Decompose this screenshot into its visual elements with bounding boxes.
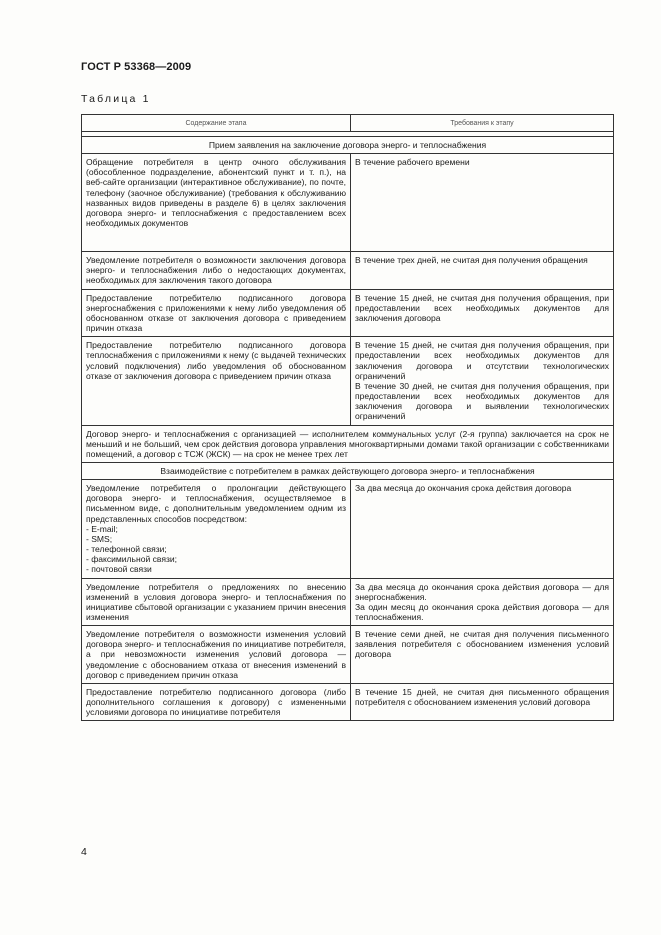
document-title: ГОСТ Р 53368—2009 (81, 61, 192, 73)
stage-cell: Предоставление потребителю подписанного договора теплоснабжения с приложениями к нему (с выдачей технических условий подключения) либо уведомления об обоснованном отказе от заключения договора с приведением причин отказа (82, 337, 351, 425)
table-row (82, 578, 614, 626)
section-heading-application: Прием заявления на заключение договора энерго- и теплоснабжения (82, 137, 614, 154)
section-row (82, 137, 614, 154)
list-item: - SMS; (86, 533, 113, 544)
table-header-row (82, 115, 614, 132)
stage-cell: Предоставление потребителю подписанного договора (либо дополнительного соглашения к договору) с измененными условиями договора по инициативе потребителя (82, 683, 351, 720)
stage-cell: Обращение потребителя в центр очного обслуживания (обособленное подразделение, абонентский пункт и т. п.), на веб-сайте организации (интерактивное обслуживание), по почте, телефону (заочное обслуживание) (требования к обслуживанию названных видов приведены в разделе 6) в целях заключения договора энерго- и теплоснабжения с предоставлением всех необходимых документов (82, 154, 351, 252)
section-heading-interaction: Взаимодействие с потребителем в рамках действующего договора энерго- и теплоснабжения (82, 462, 614, 479)
list-item: - факсимильной связи; (86, 554, 178, 565)
list-item: - почтовой связи (86, 564, 152, 575)
requirement-cell (351, 337, 614, 425)
table-caption: Таблица 1 (81, 93, 151, 105)
requirement-cell: В течение 15 дней, не считая дня письменного обращения потребителя с обоснованием изменения условий договора (351, 683, 614, 720)
requirement-text: В течение 15 дней, не считая дня получения обращения, при предоставлении всех необходимых документов для заключения договора и отсутствии технологических ограничений (355, 340, 609, 381)
requirement-cell: В течение трех дней, не считая дня получения обращения (351, 252, 614, 289)
note-row (82, 425, 614, 462)
requirement-text: За два месяца до окончания срока действия договора — для энергоснабжения. (355, 581, 609, 602)
requirement-cell: В течение 15 дней, не считая дня получения обращения, при предоставлении всех необходимых документов для заключения договора (351, 289, 614, 337)
requirement-cell: В течение семи дней, не считая дня получения письменного заявления потребителя с обоснованием изменения условий договора (351, 626, 614, 684)
requirement-cell: В течение рабочего времени (351, 154, 614, 252)
column-header-stage: Содержание этапа (82, 115, 351, 132)
stage-cell: Уведомление потребителя о возможности изменения условий договора энерго- и теплоснабжения по инициативе потребителя, а при невозможности изменения условий договора — уведомление с обоснованием отказа от внесения изменений в договор с приведением причин отказа (82, 626, 351, 684)
table-row (82, 683, 614, 720)
table-row (82, 252, 614, 289)
table-row (82, 626, 614, 684)
stage-cell (82, 480, 351, 578)
stage-text: Уведомление потребителя о пролонгации действующего договора энерго- и теплоснабжения, осуществляемое в письменном виде, с дополнительным уведомлением одним из представленных способов посредством: (86, 483, 346, 524)
requirement-cell: За два месяца до окончания срока действия договора (351, 480, 614, 578)
requirement-cell (351, 578, 614, 626)
table-row (82, 154, 614, 252)
section-row (82, 462, 614, 479)
stages-table (81, 114, 614, 721)
note-cell: Договор энерго- и теплоснабжения с организацией — исполнителем коммунальных услуг (2-я группа) заключается на срок не меньший и не больший, чем срок действия договора управления многоквартирными домами такой организации с собственниками помещений, а договор с ТСЖ (ЖСК) — на срок не менее трех лет (82, 425, 614, 462)
column-header-requirement: Требования к этапу (351, 115, 614, 132)
stage-cell: Уведомление потребителя о возможности заключения договора энерго- и теплоснабжения либо о недостающих документах, необходимых для заключения такого договора (82, 252, 351, 289)
list-item: - E-mail; (86, 523, 118, 534)
stage-cell: Уведомление потребителя о предложениях по внесению изменений в условия договора энерго- и теплоснабжения по инициативе сбытовой организации с указанием причин внесения изменения (82, 578, 351, 626)
requirement-text: В течение 30 дней, не считая дня получения обращения, при предоставлении всех необходимых документов для заключения договора и выявлении технологических ограничений (355, 380, 609, 422)
table-row (82, 337, 614, 425)
table-row (82, 289, 614, 337)
requirement-text: За один месяц до окончания срока действия договора — для теплоснабжения. (355, 601, 609, 622)
page-number: 4 (81, 846, 87, 858)
stage-cell: Предоставление потребителю подписанного договора энергоснабжения с приложениями к нему либо уведомления об обоснованном отказе от заключения договора с приведением причин отказа (82, 289, 351, 337)
list-item: - телефонной связи; (86, 544, 167, 555)
table-row (82, 480, 614, 578)
